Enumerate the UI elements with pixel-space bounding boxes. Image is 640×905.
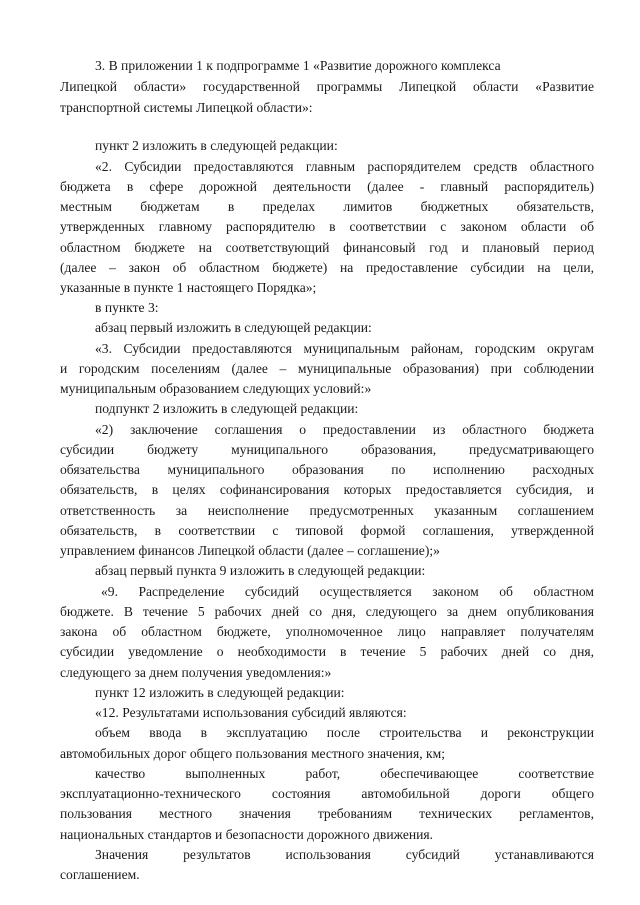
- text-line: утвержденных главному распорядителю в соответствии с законом области об: [60, 219, 594, 234]
- text-line: «2) заключение соглашения о предоставлении из областного бюджета: [95, 422, 594, 437]
- text-line: пользования местного значения требованиям технических регламентов,: [60, 806, 594, 821]
- text-line: Значения результатов использования субсидий устанавливаются: [95, 847, 594, 862]
- text-line: обязательств, в соответствии с типовой формой соглашения, утвержденной: [60, 523, 594, 538]
- text-line: областном бюджете на соответствующий финансовый год и плановый период: [60, 240, 594, 255]
- text-line: 3. В приложении 1 к подпрограмме 1 «Развитие дорожного комплекса: [95, 58, 501, 73]
- text-line: местным бюджетам в пределах лимитов бюджетных обязательств,: [60, 199, 594, 214]
- text-line: Липецкой области» государственной программы Липецкой области «Развитие: [60, 79, 594, 94]
- text-line: бюджете. В течение 5 рабочих дней со дня, следующего за днем опубликования: [60, 604, 594, 619]
- text-line: «2. Субсидии предоставляются главным распорядителем средств областного: [95, 159, 594, 174]
- text-line: качество выполненных работ, обеспечивающее соответствие: [95, 766, 594, 781]
- text-line: указанные в пункте 1 настоящего Порядка»;: [60, 280, 317, 295]
- text-line: пункт 12 изложить в следующей редакции:: [95, 685, 345, 700]
- text-line: обязательств, в целях софинансирования которых предоставляется субсидия, и: [60, 482, 594, 497]
- text-line: транспортной системы Липецкой области»:: [60, 100, 313, 115]
- text-line: пункт 2 изложить в следующей редакции:: [95, 138, 338, 153]
- text-line: эксплуатационно-технического состояния автомобильной дороги общего: [60, 786, 594, 801]
- text-line: национальных стандартов и безопасности дорожного движения.: [60, 827, 434, 842]
- text-line: «3. Субсидии предоставляются муниципальным районам, городским округам: [95, 341, 594, 356]
- text-line: подпункт 2 изложить в следующей редакции:: [95, 401, 359, 416]
- text-line: абзац первый пункта 9 изложить в следующей редакции:: [95, 563, 426, 578]
- text-line: закона об областном бюджете, уполномоченное лицо направляет получателям: [60, 624, 594, 639]
- text-line: соглашением.: [60, 867, 140, 882]
- text-line: бюджета в сфере дорожной деятельности (далее - главный распорядитель): [60, 179, 594, 194]
- text-line: и городским поселениям (далее – муниципальные образования) при соблюдении: [60, 361, 594, 376]
- text-line: субсидии бюджету муниципального образования, предусматривающего: [60, 442, 594, 457]
- text-line: «12. Результатами использования субсидий являются:: [95, 705, 407, 720]
- text-line: в пункте 3:: [95, 300, 159, 315]
- text-line: «9. Распределение субсидий осуществляется законом об областном: [101, 584, 594, 599]
- text-line: автомобильных дорог общего пользования местного значения, км;: [60, 746, 445, 761]
- text-line: управлением финансов Липецкой области (далее – соглашение);»: [60, 543, 440, 558]
- text-line: субсидии уведомление о необходимости в течение 5 рабочих дней со дня,: [60, 644, 594, 659]
- text-line: обязательства муниципального образования по исполнению расходных: [60, 462, 594, 477]
- text-line: ответственность за неисполнение предусмотренных указанным соглашением: [60, 503, 594, 518]
- text-line: объем ввода в эксплуатацию после строительства и реконструкции: [95, 725, 594, 740]
- text-line: следующего за днем получения уведомления:»: [60, 665, 332, 680]
- text-line: (далее – закон об областном бюджете) на предоставление субсидии на цели,: [60, 260, 594, 275]
- text-line: муниципальным образованием следующих условий:»: [60, 381, 372, 396]
- text-line: абзац первый изложить в следующей редакции:: [95, 320, 372, 335]
